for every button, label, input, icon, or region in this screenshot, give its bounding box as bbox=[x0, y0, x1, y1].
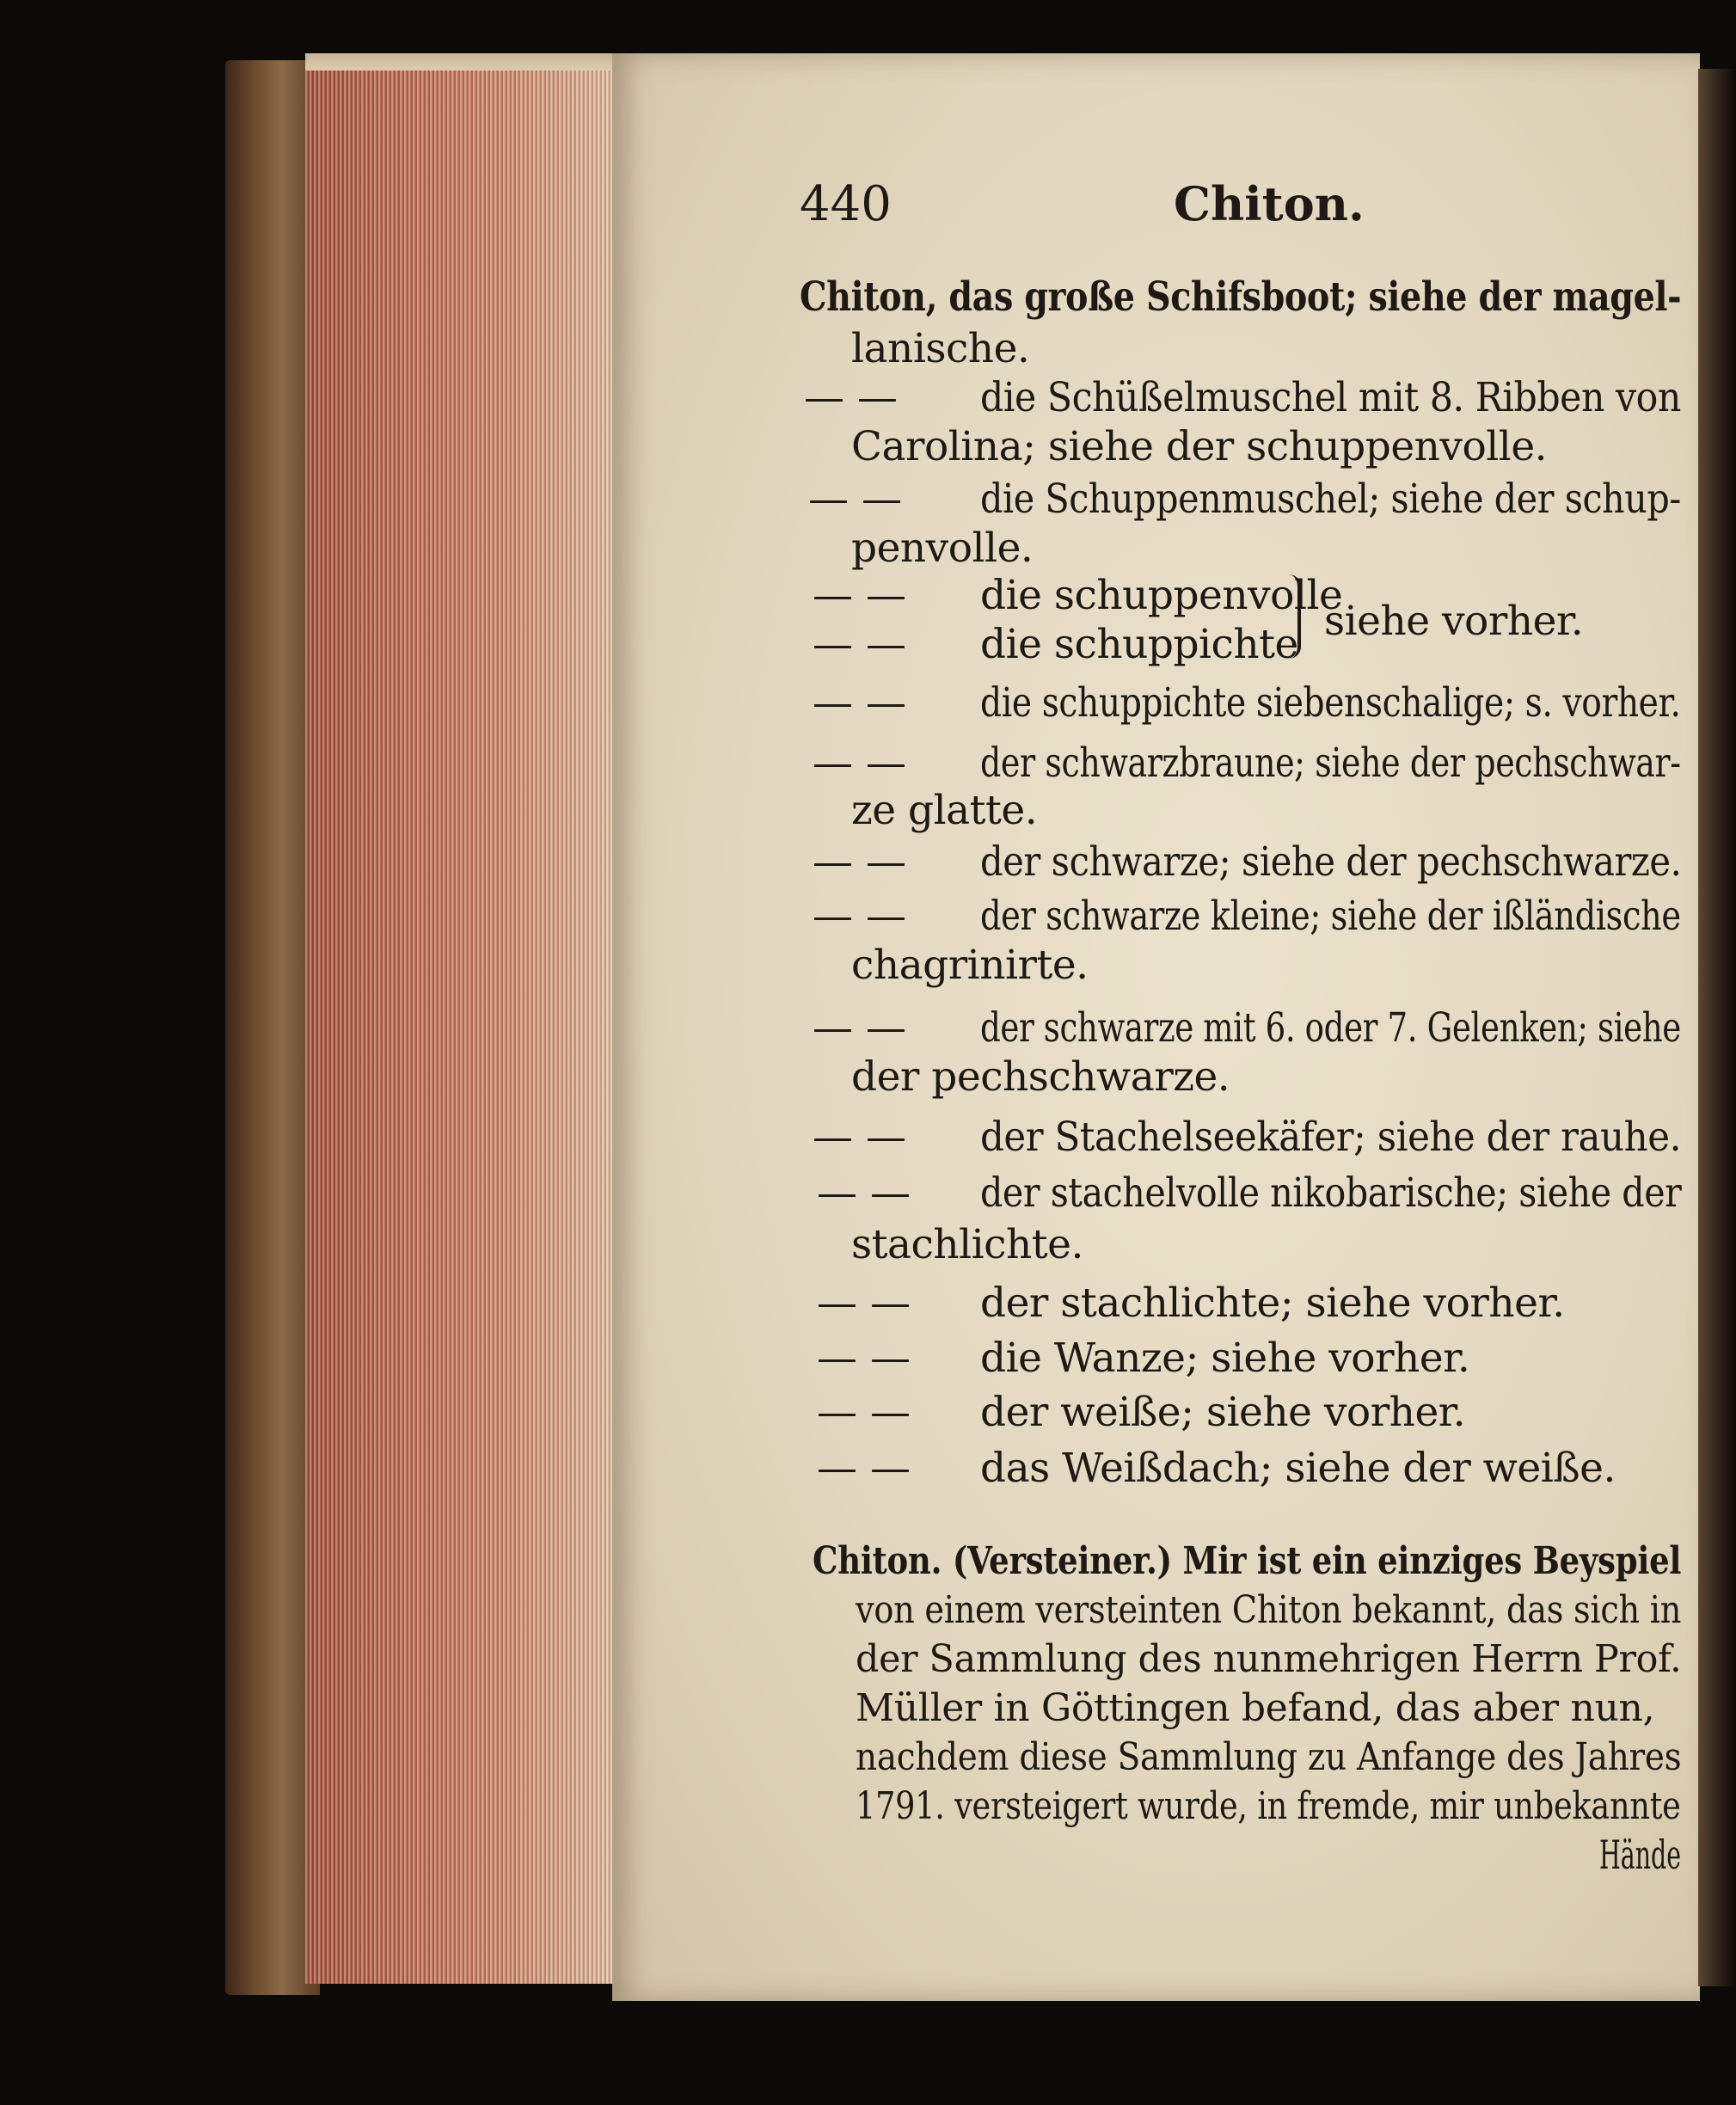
entry-line: das Weißdach; siehe der weiße. bbox=[980, 1445, 1616, 1492]
entry-dash: — — bbox=[817, 1280, 911, 1327]
paragraph-line: von einem versteinten Chiton bekannt, das sich in bbox=[856, 1588, 1682, 1632]
paragraph-line: 1791. versteigert wurde, in fremde, mir unbekannte bbox=[856, 1784, 1681, 1828]
entry-dash: — — bbox=[813, 1004, 906, 1052]
entry-line: der schwarze kleine; siehe der ißländische bbox=[980, 893, 1681, 940]
entry-line: lanische. bbox=[851, 325, 1030, 372]
entry-line: die Wanze; siehe vorher. bbox=[980, 1335, 1470, 1382]
entry-dash: — — bbox=[817, 1389, 911, 1436]
entry-line: die schuppenvolle bbox=[980, 572, 1343, 619]
entry-line: der schwarzbraune; siehe der pechschwar- bbox=[980, 740, 1681, 787]
paragraph-line: der Sammlung des nunmehrigen Herrn Prof. bbox=[856, 1637, 1682, 1681]
curly-brace bbox=[1285, 574, 1301, 659]
entry-line: Carolina; siehe der schuppenvolle. bbox=[851, 423, 1548, 470]
paragraph-line: Müller in Göttingen befand, das aber nun, bbox=[856, 1686, 1655, 1730]
entry-line: der schwarze; siehe der pechschwarze. bbox=[980, 838, 1682, 886]
entry-dash: — — bbox=[804, 374, 898, 421]
running-title: Chiton. bbox=[1174, 176, 1365, 231]
entry-line: der schwarze mit 6. oder 7. Gelenken; siehe bbox=[980, 1004, 1681, 1052]
entry-line: der Stachelseekäfer; siehe der rauhe. bbox=[980, 1114, 1681, 1161]
entry-line: der stachlichte; siehe vorher. bbox=[980, 1280, 1565, 1327]
entry-line: stachlichte. bbox=[851, 1221, 1083, 1268]
entry-line: die Schuppenmuschel; siehe der schup- bbox=[980, 476, 1681, 523]
entry-line: ze glatte. bbox=[851, 787, 1038, 834]
entry-dash: — — bbox=[813, 679, 906, 727]
page-number: 440 bbox=[800, 176, 892, 232]
entry-dash: — — bbox=[813, 572, 906, 619]
paragraph-line: Chiton. (Versteiner.) Mir ist ein einziges Beyspiel bbox=[813, 1539, 1682, 1583]
entry-dash: — — bbox=[813, 740, 906, 787]
page-edges bbox=[305, 71, 628, 1984]
entry-dash: — — bbox=[817, 1335, 911, 1382]
entry-line: Chiton, das große Schifsboot; siehe der magel- bbox=[800, 273, 1682, 321]
facing-page-edge bbox=[1698, 69, 1736, 1986]
entry-line: der pechschwarze. bbox=[851, 1053, 1230, 1101]
entry-line: die Schüßelmuschel mit 8. Ribben von bbox=[980, 374, 1681, 421]
entry-dash: — — bbox=[813, 1114, 906, 1161]
entry-line: chagrinirte. bbox=[851, 942, 1089, 989]
entry-line: penvolle. bbox=[851, 525, 1034, 572]
entry-line: die schuppichte siebenschalige; s. vorher. bbox=[980, 679, 1681, 727]
entry-line: der stachelvolle nikobarische; siehe der bbox=[980, 1169, 1682, 1217]
catchword: Hände bbox=[1599, 1832, 1682, 1878]
entry-line: die schuppichte bbox=[980, 621, 1298, 668]
entry-dash: — — bbox=[817, 1169, 911, 1217]
entry-dash: — — bbox=[813, 893, 906, 940]
entry-dash: — — bbox=[817, 1445, 911, 1492]
entry-dash: — — bbox=[813, 621, 906, 668]
entry-line: der weiße; siehe vorher. bbox=[980, 1389, 1466, 1436]
entry-dash: — — bbox=[813, 838, 906, 886]
entry-dash: — — bbox=[808, 476, 902, 523]
paragraph-line: nachdem diese Sammlung zu Anfange des Jahres bbox=[856, 1735, 1682, 1779]
brace-reference: siehe vorher. bbox=[1324, 598, 1584, 645]
